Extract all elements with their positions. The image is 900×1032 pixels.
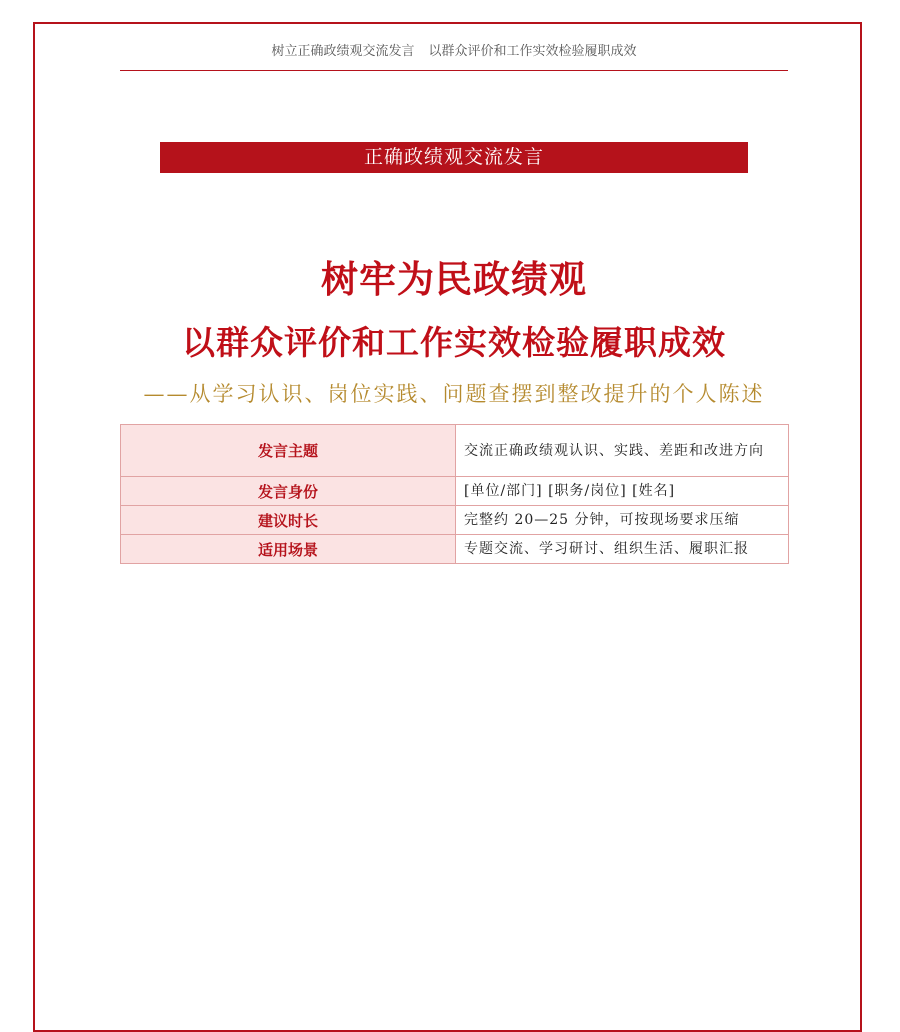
table-row — [121, 477, 789, 506]
page-tagline: ——从学习认识、岗位实践、问题查摆到整改提升的个人陈述 — [143, 382, 765, 406]
row-label: 建议时长 — [121, 506, 456, 535]
page-subtitle: 以群众评价和工作实效检验履职成效 — [182, 323, 726, 362]
row-label: 发言主题 — [121, 425, 456, 477]
table-row — [121, 506, 789, 535]
running-header-left: 树立正确政绩观交流发言 — [271, 44, 415, 59]
row-value: [单位/部门] [职务/岗位] [姓名] — [456, 477, 789, 506]
row-label: 发言身份 — [121, 477, 456, 506]
page-title: 树牢为民政绩观 — [321, 258, 587, 301]
info-table — [120, 424, 789, 564]
row-value: 专题交流、学习研讨、组织生活、履职汇报 — [456, 535, 789, 564]
table-row — [121, 425, 789, 477]
running-header-right: 以群众评价和工作实效检验履职成效 — [428, 44, 637, 59]
row-value: 完整约 20—25 分钟，可按现场要求压缩 — [456, 506, 789, 535]
header-divider — [120, 70, 788, 71]
section-banner: 正确政绩观交流发言 — [160, 142, 748, 173]
running-header — [120, 40, 788, 64]
row-label: 适用场景 — [121, 535, 456, 564]
row-value: 交流正确政绩观认识、实践、差距和改进方向 — [456, 425, 789, 477]
table-row — [121, 535, 789, 564]
